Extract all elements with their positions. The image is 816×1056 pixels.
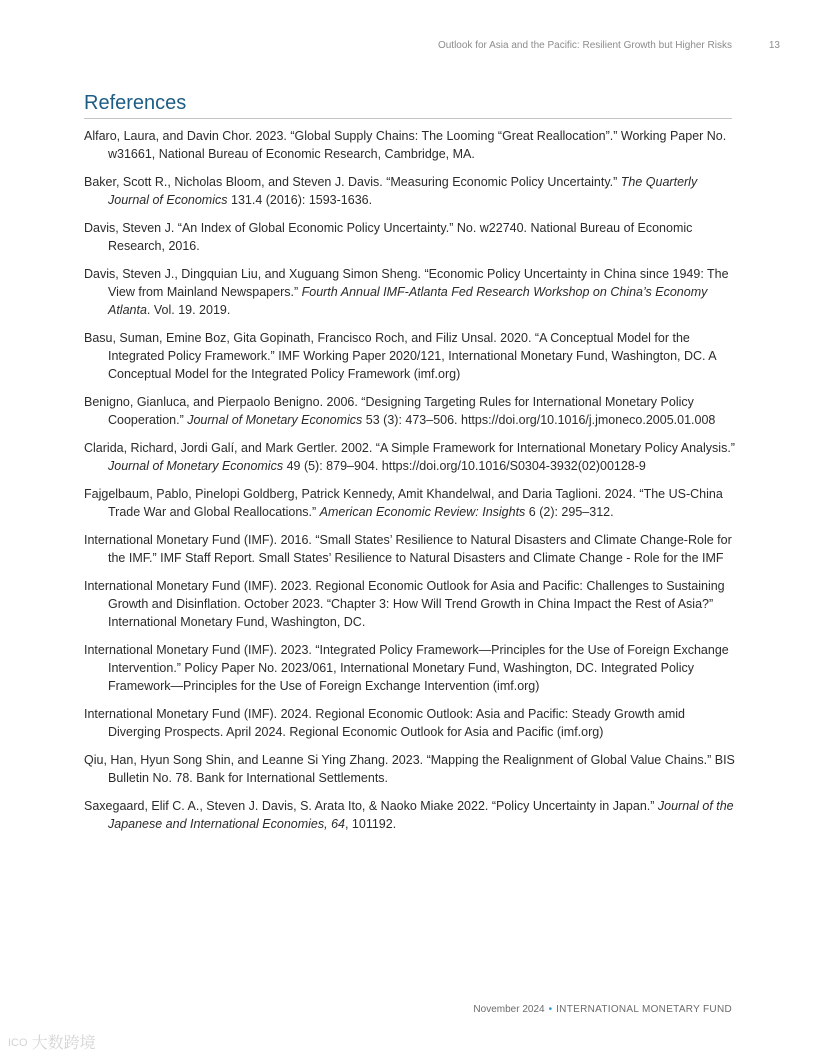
page-footer — [473, 1004, 732, 1015]
reference-item: Davis, Steven J., Dingquian Liu, and Xuguang Simon Sheng. “Economic Policy Uncertainty in China since 1949: The View from Mainland Newspapers.” Fourth Annual IMF-Atlanta Fed Research Workshop on China’s Economy Atlanta. Vol. 19. 2019. — [84, 267, 729, 317]
reference-item: Saxegaard, Elif C. A., Steven J. Davis, S. Arata Ito, & Naoko Miake 2022. “Policy Uncertainty in Japan.” Journal of the Japanese and International Economies, 64, 101192. — [84, 799, 734, 831]
reference-item: Clarida, Richard, Jordi Galí, and Mark Gertler. 2002. “A Simple Framework for International Monetary Policy Analysis.” Journal of Monetary Economics 49 (5): 879–904. https://doi.org/10.1016/S0304-3932(02)00128-9 — [84, 441, 735, 473]
reference-item: Fajgelbaum, Pablo, Pinelopi Goldberg, Patrick Kennedy, Amit Khandelwal, and Daria Taglioni. 2024. “The US-China Trade War and Global Reallocations.” American Economic Review: Insights 6 (2): 295–312. — [84, 487, 723, 519]
watermark-logo-icon: ICO — [8, 1037, 28, 1049]
watermark-text: 大数跨境 — [31, 1035, 96, 1052]
watermark — [8, 1030, 96, 1053]
section-title: References — [84, 92, 732, 119]
page-number: 13 — [768, 40, 780, 51]
reference-item: International Monetary Fund (IMF). 2023. Regional Economic Outlook for Asia and Pacific: Challenges to Sustaining Growth and Disinflation. October 2023. “Chapter 3: How Will Trend Growth in China Impact the Rest of Asia?” International Monetary Fund, Washington, DC. — [84, 579, 725, 629]
footer-organization: INTERNATIONAL MONETARY FUND — [556, 1004, 732, 1015]
footer-date: November 2024 — [473, 1004, 545, 1015]
reference-list — [84, 127, 736, 843]
running-header-title: Outlook for Asia and the Pacific: Resilient Growth but Higher Risks — [437, 40, 732, 51]
reference-item: Davis, Steven J. “An Index of Global Economic Policy Uncertainty.” No. w22740. National Bureau of Economic Research, 2016. — [84, 221, 693, 253]
reference-item: International Monetary Fund (IMF). 2023. “Integrated Policy Framework—Principles for the Use of Foreign Exchange Intervention.” Policy Paper No. 2023/061, International Monetary Fund, Washington, DC. Integrated Policy Framework—Principles for the Use of Foreign Exchange Intervention (imf.org) — [84, 643, 729, 693]
reference-item: Alfaro, Laura, and Davin Chor. 2023. “Global Supply Chains: The Looming “Great Reallocation”.” Working Paper No. w31661, National Bureau of Economic Research, Cambridge, MA. — [84, 129, 727, 161]
reference-item: International Monetary Fund (IMF). 2024. Regional Economic Outlook: Asia and Pacific: Steady Growth amid Diverging Prospects. April 2024. Regional Economic Outlook for Asia and Pacific (imf.org) — [84, 707, 685, 739]
reference-item: Baker, Scott R., Nicholas Bloom, and Steven J. Davis. “Measuring Economic Policy Uncertainty.” The Quarterly Journal of Economics 131.4 (2016): 1593-1636. — [84, 175, 698, 207]
reference-item: International Monetary Fund (IMF). 2016. “Small States’ Resilience to Natural Disasters and Climate Change-Role for the IMF.” IMF Staff Report. Small States’ Resilience to Natural Disasters and Climate Change - Role for the IMF — [84, 533, 732, 565]
reference-item: Qiu, Han, Hyun Song Shin, and Leanne Si Ying Zhang. 2023. “Mapping the Realignment of Global Value Chains.” BIS Bulletin No. 78. Bank for International Settlements. — [84, 753, 735, 785]
footer-separator-dot: • — [548, 1004, 553, 1015]
reference-item: Basu, Suman, Emine Boz, Gita Gopinath, Francisco Roch, and Filiz Unsal. 2020. “A Conceptual Model for the Integrated Policy Framework.” IMF Working Paper 2020/121, International Monetary Fund, Washington, DC. A Conceptual Model for the Integrated Policy Framework (imf.org) — [84, 331, 716, 381]
reference-item: Benigno, Gianluca, and Pierpaolo Benigno. 2006. “Designing Targeting Rules for International Monetary Policy Cooperation.” Journal of Monetary Economics 53 (3): 473–506. https://doi.org/10.1016/j.jmoneco.2005.01.008 — [84, 395, 716, 427]
